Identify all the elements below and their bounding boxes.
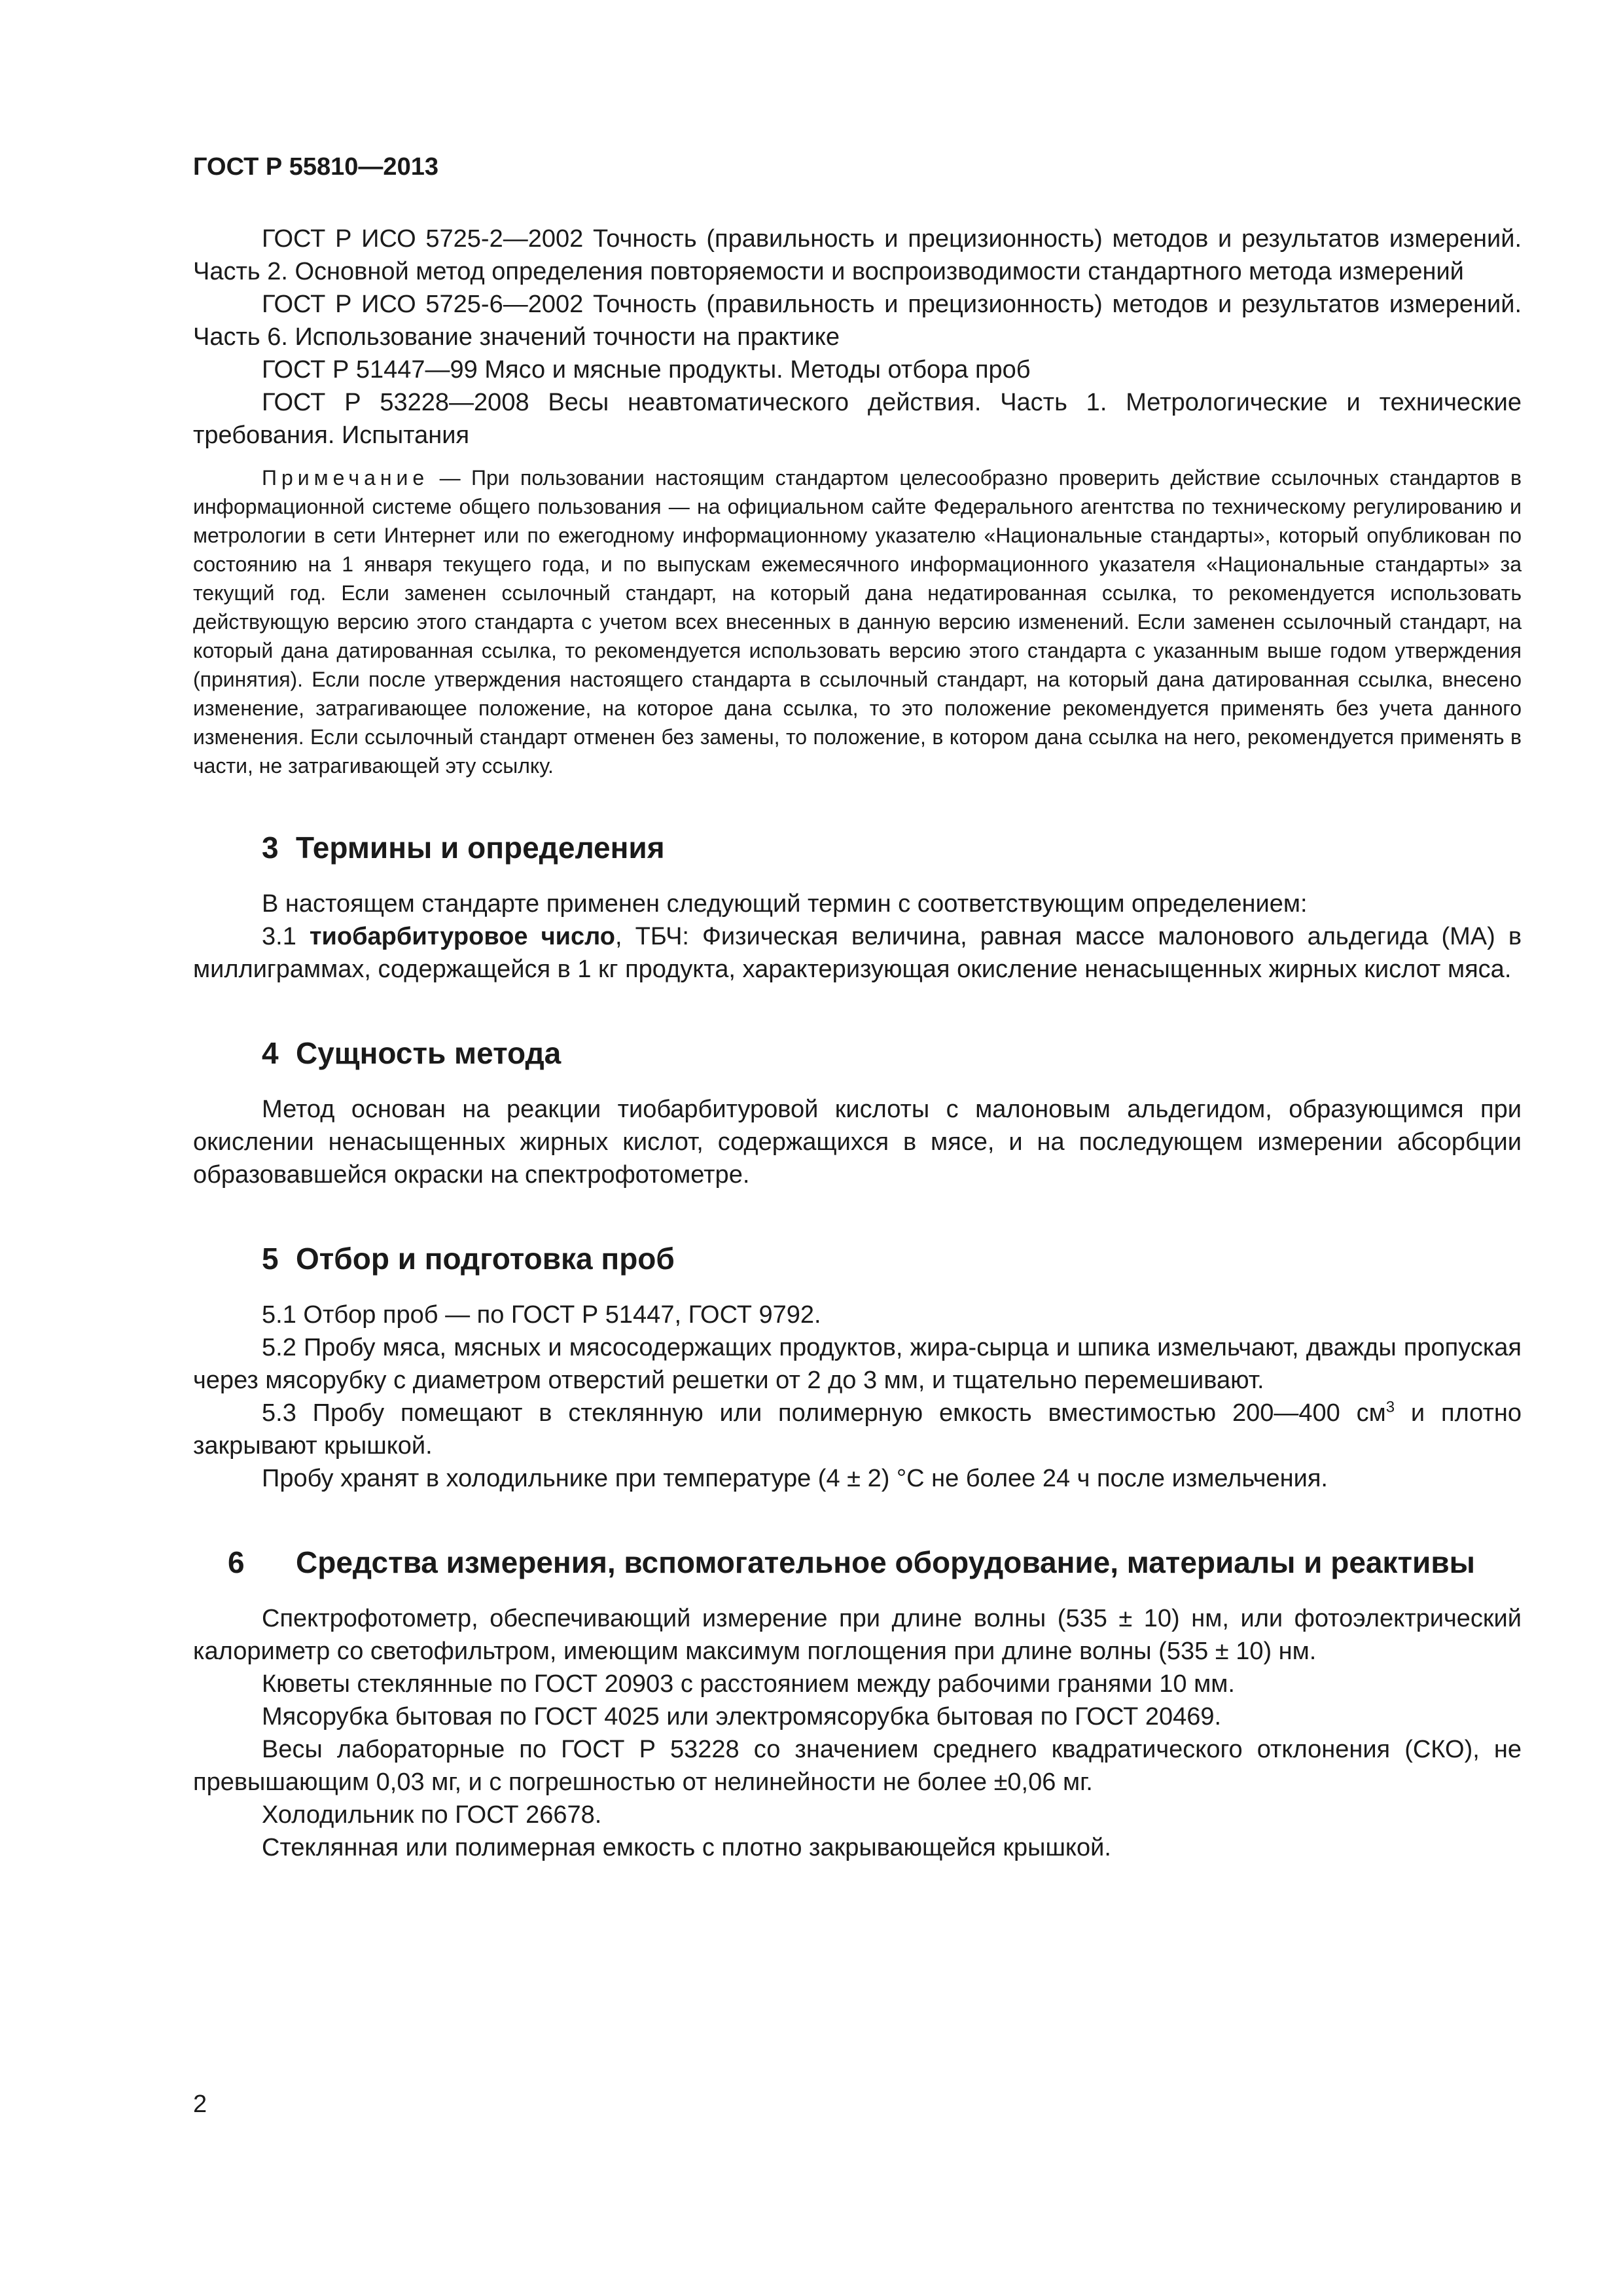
superscript: 3	[1385, 1398, 1395, 1416]
section-number: 6	[228, 1545, 245, 1579]
reference-item: ГОСТ Р ИСО 5725-2—2002 Точность (правильность и прецизионность) методов и результатов измерений. Часть 2. Основной метод определения повторяемости и воспроизводимости стандартного метода измерений	[193, 225, 1522, 285]
references-note	[193, 463, 1522, 780]
reference-item: ГОСТ Р 51447—99 Мясо и мясные продукты. Методы отбора проб	[262, 356, 1031, 384]
section-4-text: Метод основан на реакции тиобарбитуровой кислоты с малоновым альдегидом, образующимся при окислении ненасыщенных жирных кислот, содержащихся в мясе, и на последующем измерении абсорбции образовавшейся окраски на спектрофотометре.	[193, 1096, 1522, 1189]
document-page	[193, 0, 1522, 2296]
term-name: тиобарбитуровое число	[309, 923, 616, 950]
section-title-text: Термины и определения	[296, 831, 665, 865]
equipment-list	[193, 1602, 1522, 1864]
equipment-item: Спектрофотометр, обеспечивающий измерение при длине волны (535 ± 10) нм, или фотоэлектрический калориметр со светофильтром, имеющим максимум поглощения при длине волны (535 ± 10) нм.	[193, 1605, 1522, 1665]
section-title-text: Средства измерения, вспомогательное оборудование, материалы и реактивы	[296, 1545, 1475, 1579]
storage-note: Пробу хранят в холодильнике при температуре (4 ± 2) °С не более 24 ч после измельчения.	[262, 1465, 1328, 1492]
clause-5-3-text: 5.3 Пробу помещают в стеклянную или полимерную емкость вместимостью 200—400 см	[262, 1399, 1386, 1427]
section-5-heading	[193, 1240, 1522, 1278]
section-6-heading	[193, 1543, 1522, 1581]
note-text: — При пользовании настоящим стандартом целесообразно проверить действие ссылочных стандартов в информационной системе общего пользования — на официальном сайте Федерального агентства по техническому регулированию и метрологии в сети Интернет или по ежегодному информационному указателю «Национальные стандарты», который опубликован по состоянию на 1 января текущего года, и по выпускам ежемесячного информационного указателя «Национальные стандарты» за текущий год. Если заменен ссылочный стандарт, на который дана недатированная ссылка, то рекомендуется использовать действующую версию этого стандарта с учетом всех внесенных в данную версию изменений. Если заменен ссылочный стандарт, на который дана датированная ссылка, то рекомендуется использовать версию этого стандарта с указанным выше годом утверждения (принятия). Если после утверждения настоящего стандарта в ссылочный стандарт, на который дана датированная ссылка, внесено изменение, затрагивающее положение, на которое дана ссылка, то это положение рекомендуется применять без учета данного изменения. Если ссылочный стандарт отменен без замены, то положение, в котором дана ссылка на него, рекомендуется применять в части, не затрагивающей эту ссылку.	[193, 466, 1522, 778]
reference-item: ГОСТ Р ИСО 5725-6—2002 Точность (правильность и прецизионность) методов и результатов измерений. Часть 6. Использование значений точности на практике	[193, 291, 1522, 351]
reference-item: ГОСТ Р 53228—2008 Весы неавтоматического действия. Часть 1. Метрологические и технические требования. Испытания	[193, 389, 1522, 449]
document-body	[193, 223, 1522, 1864]
term-number: 3.1	[262, 923, 310, 950]
section-3-heading	[193, 829, 1522, 867]
clause-5-3	[193, 1397, 1522, 1462]
clause-5-2: 5.2 Пробу мяса, мясных и мясосодержащих продуктов, жира-сырца и шпика измельчают, дважды пропуская через мясорубку с диаметром отверстий решетки от 2 до 3 мм, и тщательно перемешивают.	[193, 1334, 1522, 1394]
equipment-item: Стеклянная или полимерная емкость с плотно закрывающейся крышкой.	[262, 1834, 1111, 1861]
equipment-item: Мясорубка бытовая по ГОСТ 4025 или электромясорубка бытовая по ГОСТ 20469.	[262, 1703, 1222, 1731]
document-code-header: ГОСТ Р 55810—2013	[193, 153, 438, 181]
section-title-text: Отбор и подготовка проб	[296, 1242, 675, 1276]
clause-5-1: 5.1 Отбор проб — по ГОСТ Р 51447, ГОСТ 9792.	[262, 1301, 821, 1329]
equipment-item: Холодильник по ГОСТ 26678.	[262, 1801, 602, 1829]
section-number: 3	[262, 831, 279, 865]
equipment-item: Весы лабораторные по ГОСТ Р 53228 со значением среднего квадратического отклонения (СКО), не превышающим 0,03 мг, и с погрешностью от нелинейности не более ±0,06 мг.	[193, 1736, 1522, 1796]
section-3-intro: В настоящем стандарте применен следующий термин с соответствующим определением:	[262, 890, 1308, 918]
note-label: Примечание	[262, 466, 429, 490]
section-number: 5	[262, 1242, 279, 1276]
normative-references	[193, 223, 1522, 452]
term-definition	[193, 920, 1522, 986]
equipment-item: Кюветы стеклянные по ГОСТ 20903 с расстоянием между рабочими гранями 10 мм.	[262, 1670, 1235, 1698]
clause-5-3-text-end: и плотно закрывают крышкой.	[193, 1399, 1522, 1460]
term-definition-text: , ТБЧ: Физическая величина, равная массе малонового альдегида (МА) в миллиграммах, содержащейся в 1 кг продукта, характеризующая окисление ненасыщенных жирных кислот мяса.	[193, 923, 1522, 983]
section-number: 4	[262, 1036, 279, 1070]
section-title-text: Сущность метода	[296, 1036, 562, 1070]
section-4-heading	[193, 1034, 1522, 1072]
page-number: 2	[193, 2090, 207, 2118]
